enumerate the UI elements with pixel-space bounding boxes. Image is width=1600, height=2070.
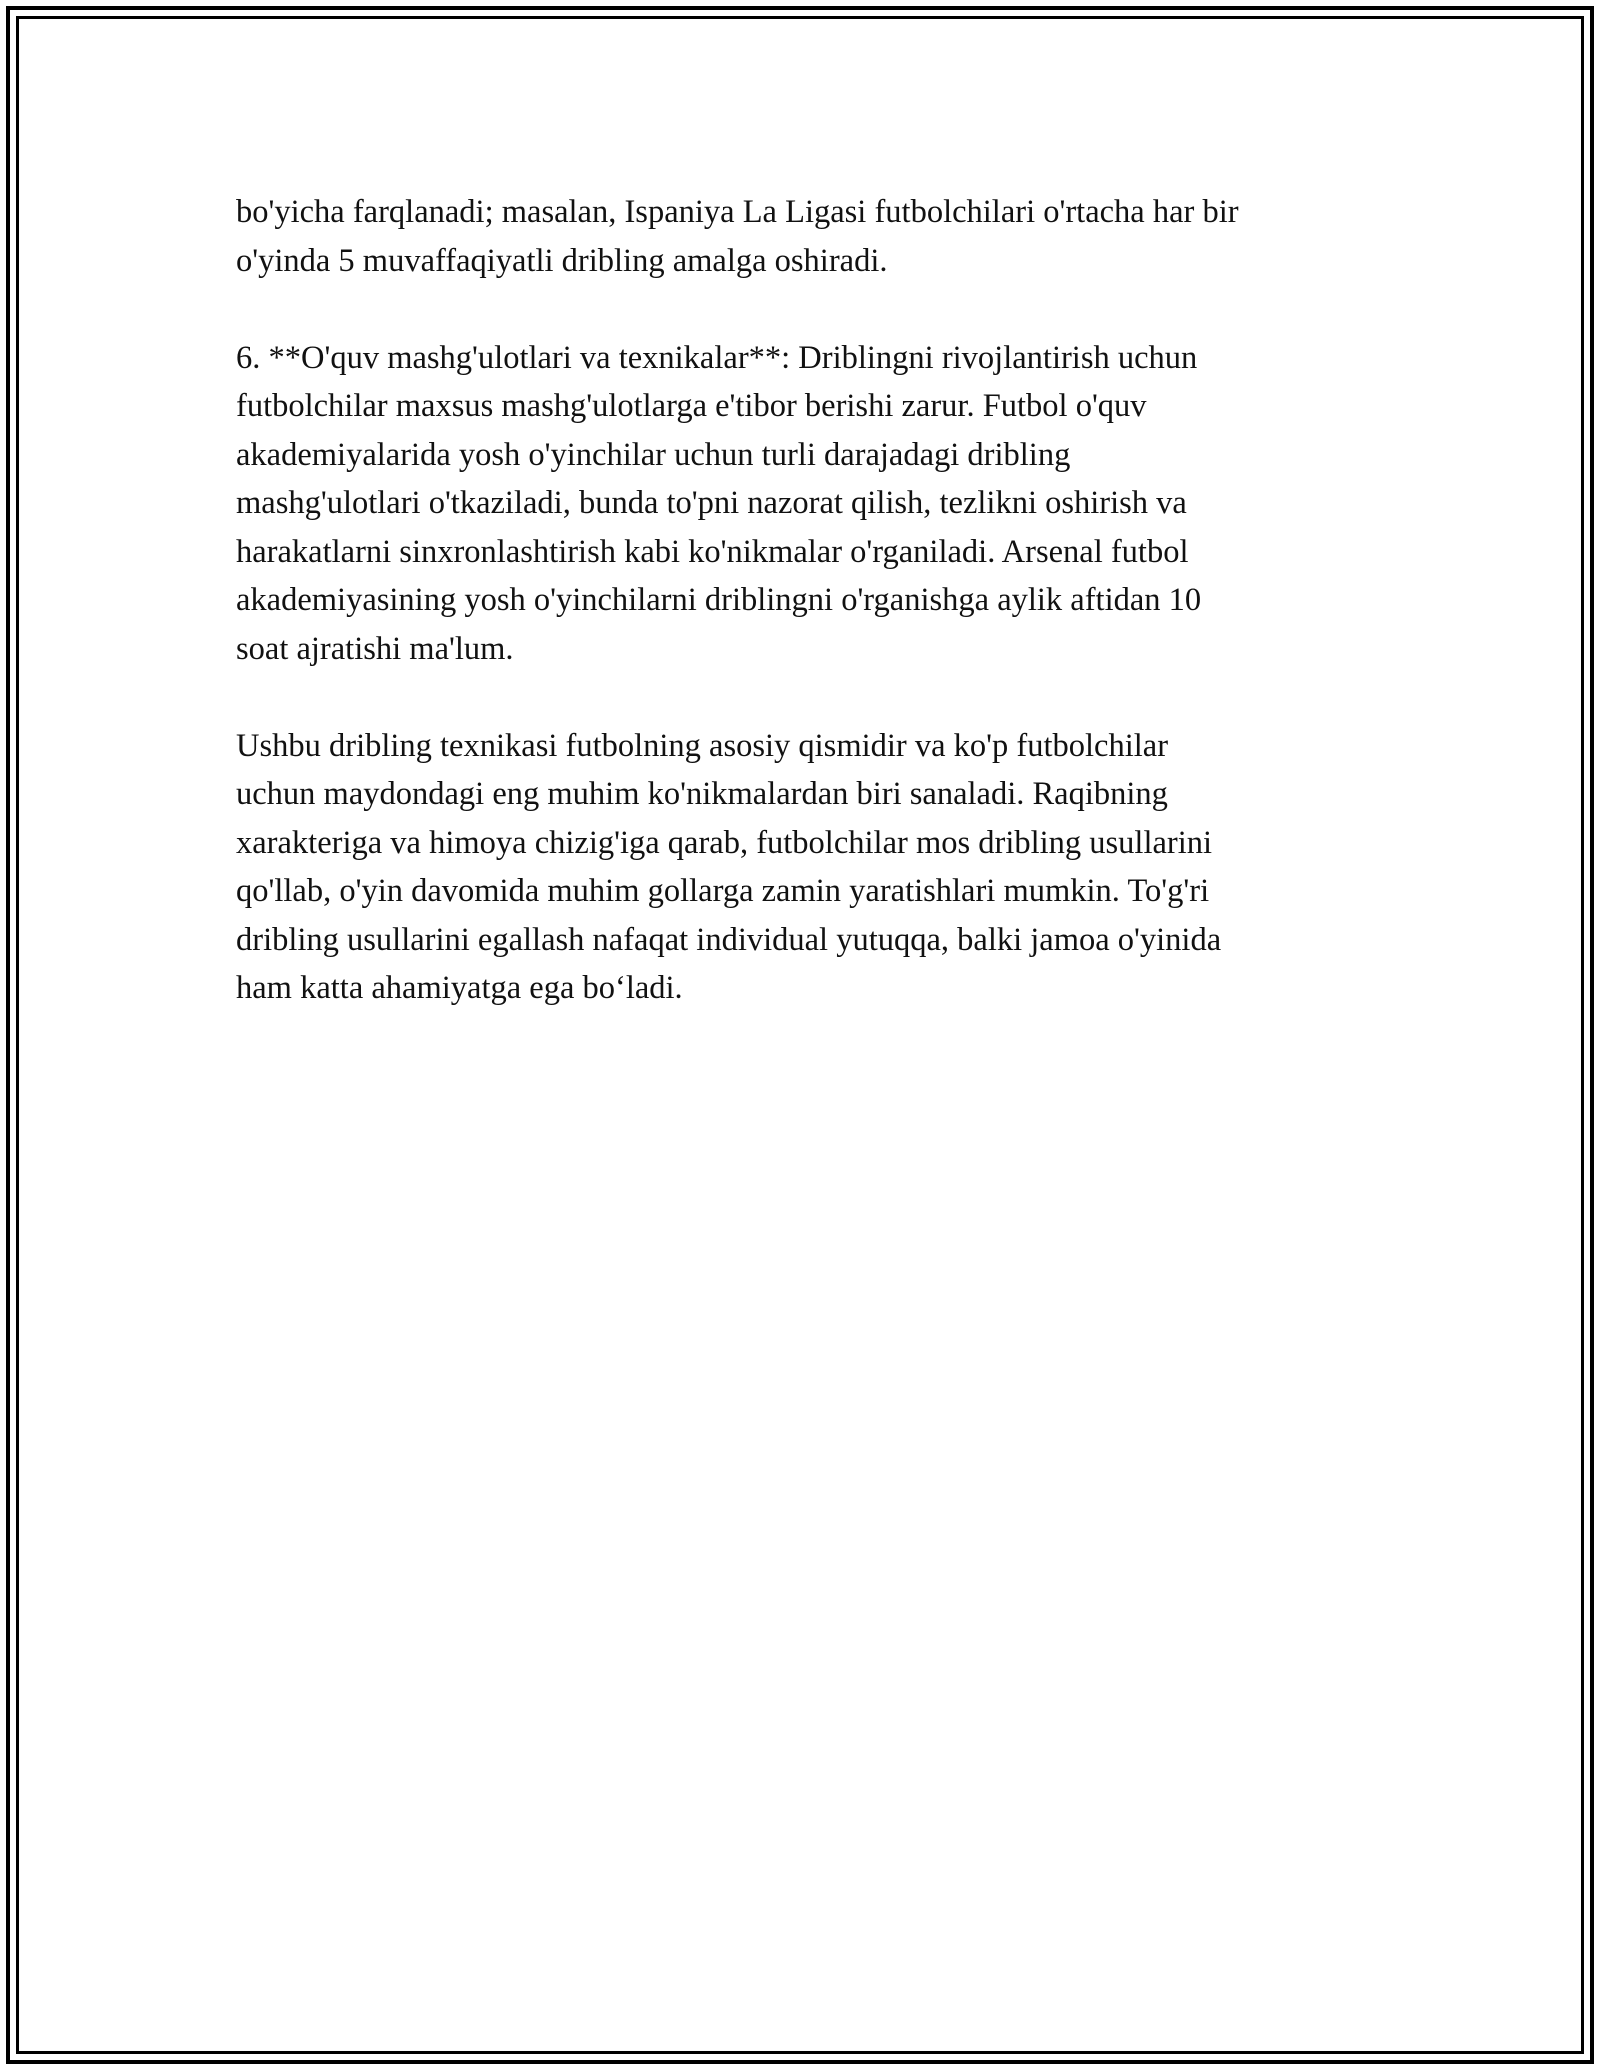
paragraph-3 [236, 722, 1386, 1013]
paragraph-1-line-1: bo'yicha farqlanadi; masalan, Ispaniya La Ligasi futbolchilari o'rtacha har bir [236, 194, 1239, 230]
paragraph-3-line-1: Ushbu dribling texnikasi futbolning asosiy qismidir va ko'p futbolchilar [236, 727, 1169, 764]
paragraph-1-line-2: o'yinda 5 muvaffaqiyatli dribling amalga oshiradi. [236, 242, 888, 279]
paragraph-1 [236, 188, 1386, 285]
paragraph-2-line-3: akademiyalarida yosh o'yinchilar uchun turli darajadagi dribling [236, 436, 1071, 473]
paragraph-2 [236, 334, 1386, 674]
paragraph-2-line-1: 6. **O'quv mashg'ulotlari va texnikalar**: Driblingni rivojlantirish uchun [236, 339, 1198, 376]
paragraph-3-line-2: uchun maydondagi eng muhim ko'nikmalardan biri sanaladi. Raqibning [236, 776, 1168, 812]
paragraph-2-line-4: mashg'ulotlari o'tkaziladi, bunda to'pni nazorat qilish, tezlikni oshirish va [236, 485, 1187, 521]
paragraph-2-line-6: akademiyasining yosh o'yinchilarni driblingni o'rganishga aylik aftidan 10 [236, 582, 1202, 618]
paragraph-2-line-2: futbolchilar maxsus mashg'ulotlarga e'tibor berishi zarur. Futbol o'quv [236, 388, 1147, 424]
paragraph-2-line-7: soat ajratishi ma'lum. [236, 630, 514, 667]
paragraph-3-line-6: ham katta ahamiyatga ega bo‘ladi. [236, 970, 683, 1006]
paragraph-3-line-3: xarakteriga va himoya chizig'iga qarab, futbolchilar mos dribling usullarini [236, 824, 1213, 861]
paragraph-2-line-5: harakatlarni sinxronlashtirish kabi ko'nikmalar o'rganiladi. Arsenal futbol [236, 533, 1189, 570]
paragraph-3-line-5: dribling usullarini egallash nafaqat individual yutuqqa, balki jamoa o'yinida [236, 921, 1222, 958]
paragraph-3-line-4: qo'llab, o'yin davomida muhim gollarga zamin yaratishlari mumkin. To'g'ri [236, 873, 1210, 909]
document-body [236, 188, 1386, 1061]
